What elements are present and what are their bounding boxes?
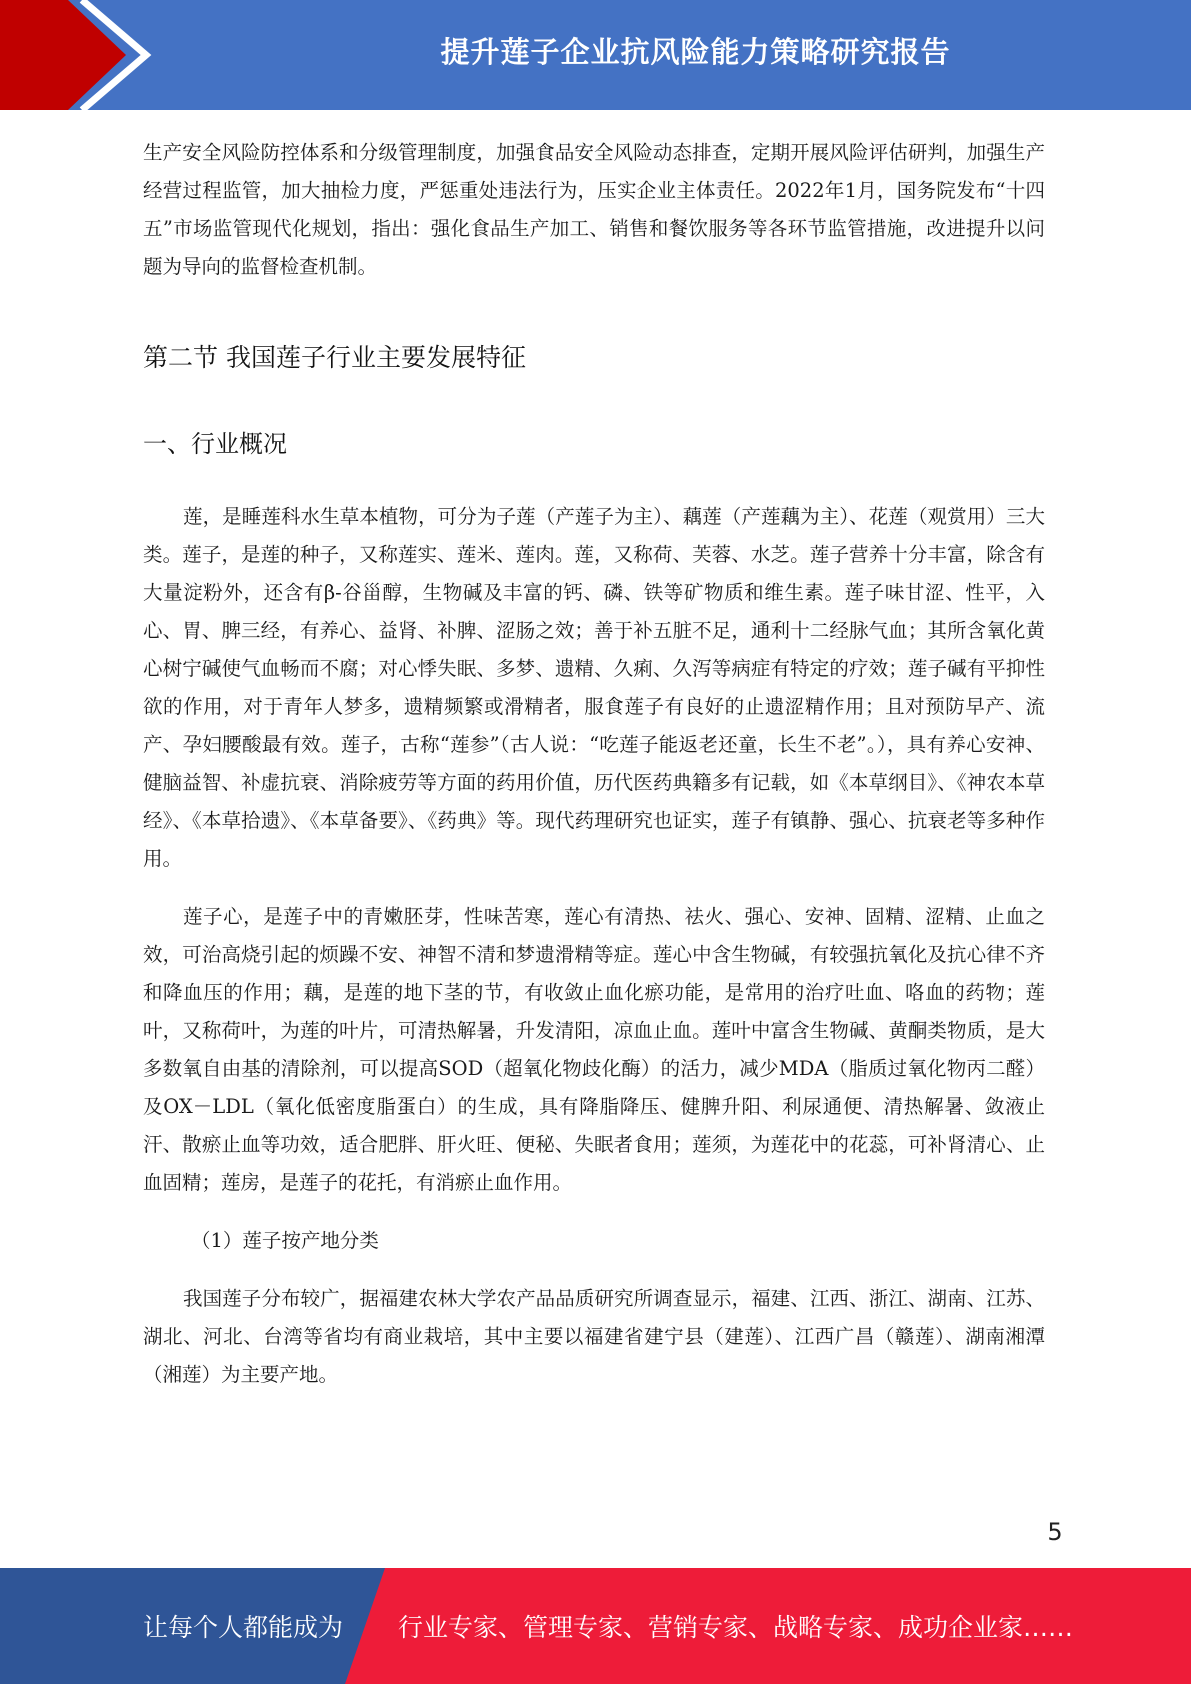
header-banner	[0, 0, 1191, 110]
report-title: 提升莲子企业抗风险能力策略研究报告	[440, 34, 951, 69]
footer-slogan-right: 行业专家、管理专家、营销专家、战略专家、成功企业家……	[398, 1613, 1074, 1642]
document-body	[143, 134, 1045, 1394]
paragraph-lotus-overview: 莲，是睡莲科水生草本植物，可分为子莲（产莲子为主）、藕莲（产莲藕为主）、花莲（观赏用）三大类。莲子，是莲的种子，又称莲实、莲米、莲肉。莲，又称荷、芙蓉、水芝。莲子营养十分丰富，除含有大量淀粉外，还含有β-谷甾醇，生物碱及丰富的钙、磷、铁等矿物质和维生素。莲子味甘涩、性平，入心、胃、脾三经，有养心、益肾、补脾、涩肠之效；善于补五脏不足，通利十二经脉气血；其所含氧化黄心树宁碱使气血畅而不腐；对心悸失眠、多梦、遗精、久痢、久泻等病症有特定的疗效；莲子碱有平抑性欲的作用，对于青年人梦多，遗精频繁或滑精者，服食莲子有良好的止遗涩精作用；且对预防早产、流产、孕妇腰酸最有效。莲子，古称“莲参”（古人说：“吃莲子能返老还童，长生不老”。），具有养心安神、健脑益智、补虚抗衰、消除疲劳等方面的药用价值，历代医药典籍多有记载，如《本草纲目》、《神农本草经》、《本草拾遗》、《本草备要》、《药典》等。现代药理研究也证实，莲子有镇静、强心、抗衰老等多种作用。	[143, 505, 1045, 870]
page-number: 5	[1047, 1518, 1063, 1546]
subsection-title: 一、行业概况	[143, 430, 287, 458]
footer-banner	[0, 1568, 1191, 1684]
section-title: 第二节 我国莲子行业主要发展特征	[143, 343, 526, 372]
paragraph-origin: 我国莲子分布较广，据福建农林大学农产品品质研究所调查显示，福建、江西、浙江、湖南、江苏、湖北、河北、台湾等省均有商业栽培，其中主要以福建省建宁县（建莲）、江西广昌（赣莲）、湖南湘潭（湘莲）为主要产地。	[143, 1287, 1045, 1386]
paragraph-lotus-heart: 莲子心，是莲子中的青嫩胚芽，性味苦寒，莲心有清热、祛火、强心、安神、固精、涩精、止血之效，可治高烧引起的烦躁不安、神智不清和梦遗滑精等症。莲心中含生物碱，有较强抗氧化及抗心律不齐和降血压的作用；藕，是莲的地下茎的节，有收敛止血化瘀功能，是常用的治疗吐血、咯血的药物；莲叶，又称荷叶，为莲的叶片，可清热解暑，升发清阳，凉血止血。莲叶中富含生物碱、黄酮类物质，是大多数氧自由基的清除剂，可以提高SOD（超氧化物歧化酶）的活力，减少MDA（脂质过氧化物丙二醛）及OX－LDL（氧化低密度脂蛋白）的生成，具有降脂降压、健脾升阳、利尿通便、清热解暑、敛液止汗、散瘀止血等功效，适合肥胖、肝火旺、便秘、失眠者食用；莲须，为莲花中的花蕊，可补肾清心、止血固精；莲房，是莲子的花托，有消瘀止血作用。	[143, 905, 1045, 1194]
footer-slogan-left: 让每个人都能成为	[143, 1613, 344, 1642]
intro-paragraph: 生产安全风险防控体系和分级管理制度，加强食品安全风险动态排查，定期开展风险评估研判，加强生产经营过程监管，加大抽检力度，严惩重处违法行为，压实企业主体责任。2022年1月，国务院发布“十四五”市场监管现代化规划，指出：强化食品生产加工、销售和餐饮服务等各环节监管措施，改进提升以问题为导向的监督检查机制。	[143, 141, 1045, 278]
item-label-origin: （1）莲子按产地分类	[191, 1229, 379, 1252]
